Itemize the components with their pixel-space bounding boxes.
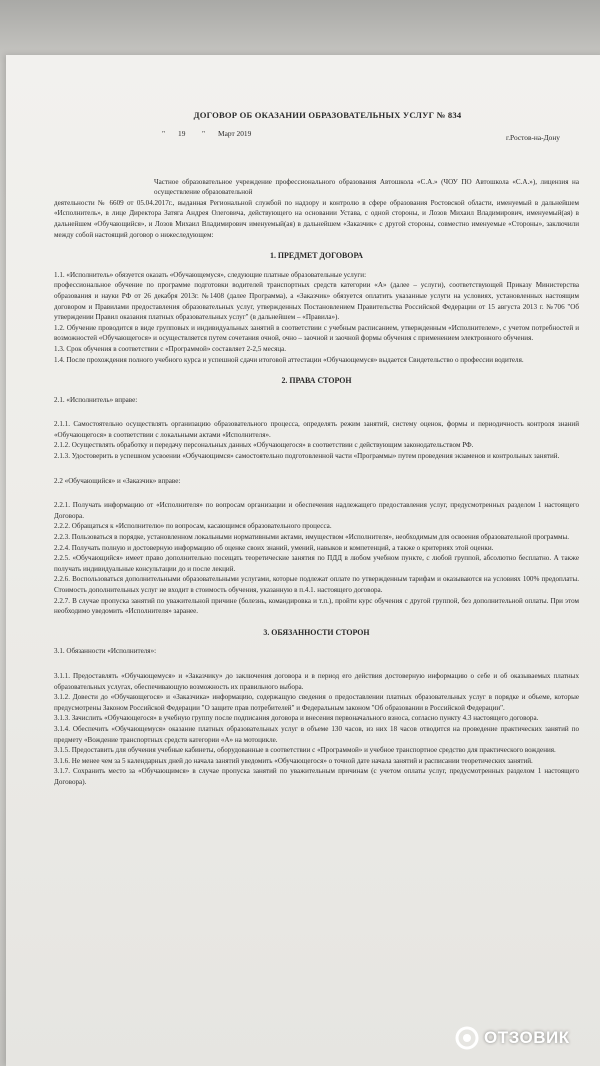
clause: 3.1.1. Предоставлять «Обучающемуся» и «Заказчику» до заключения договора и в период его действия достоверную информацию о себе и об оказываемых платных образовательных услугах, обеспечивающую возможность их правильного выбора.	[54, 671, 579, 691]
contract-text	[54, 110, 579, 788]
clause: 2.2.1. Получать информацию от «Исполнителя» по вопросам организации и обеспечения надлежащего предоставления услуг, предусмотренных разделом 1 настоящего Договора.	[54, 501, 579, 520]
clause: 2.2.7. В случае пропуска занятий по уважительной причине (болезнь, командировка и т.п.), пройти курс обучения с другой группой, без дополнительной оплаты. При этом необходимо уведомить «Исполнителя» заранее.	[54, 596, 579, 616]
date-day: 19	[178, 128, 186, 138]
quote-close: "	[202, 128, 206, 138]
intro-text: деятельности № 6609 от 05.04.2017г., выданная Региональной службой по надзору и контролю в сфере образования Ростовской области, именуемый в дальнейшем «Исполнитель», в лице Директора Затяга Андрея Олеговича, действующего на основании Устава, с одной стороны, и Лозов Михаил Владимирович, именуемый(ая) в дальнейшем «Обучающийся», и Лозов Михаил Владимирович именуемый(ая) в дальнейшем «Заказчик» с другой стороны, совместно именуемые «Стороны», заключили между собой настоящий договор о нижеследующем:	[54, 198, 579, 239]
clause: 1.1. «Исполнитель» обязуется оказать «Обучающемуся», следующие платные образовательные услуги:	[54, 270, 367, 279]
section-heading: 3. ОБЯЗАННОСТИ СТОРОН	[263, 627, 370, 637]
clause: профессиональное обучение по программе подготовки водителей транспортных средств категории «А» (далее – услуги), соответствующей Приказу Министерства образования и науки РФ от 26 декабря 2013г. №1408 (далее Программа), а «Заказчик» обязуется оплатить указанные услуги на условиях, установленных настоящим договором и Правилами предоставления образовательных услуг, утвержденных Постановлением Правительства Российской Федерации от 15 августа 2013 г. №706 "Об утверждении Правил оказания платных образовательных услуг" (в дальнейшем – «Правила»).	[54, 281, 579, 322]
subsection-heading: 2.1. «Исполнитель» вправе:	[54, 395, 138, 404]
clause: 1.2. Обучение проводится в виде групповых и индивидуальных занятий в соответствии с учебным расписанием, утвержденным «Исполнителем», с учетом потребностей и возможностей «Обучающегося» и осуществляется путем сочетания очной, очно – заочной и заочной формы обучения с применением электронного обучения.	[54, 323, 579, 343]
clause: 2.2.3. Пользоваться в порядке, установленном локальными нормативными актами, имуществом «Исполнителя», необходимым для освоения образовательной программы.	[54, 533, 569, 542]
clause: 2.2.6. Воспользоваться дополнительными образовательными услугами, которые подлежат оплате по утвержденным тарифам и оказываются на условиях 100% предоплаты. Стоимость дополнительных услуг не входит в стоимость обучения, указанную в п.4.1. настоящего договора.	[54, 575, 579, 594]
clause: 2.1.3. Удостоверить в успешном усвоении «Обучающимся» самостоятельно подготовленной части «Программы» путем проведения экзаменов и контрольных занятий.	[54, 452, 560, 461]
clause: 3.1.2. Довести до «Обучающегося» и «Заказчика» информацию, содержащую сведения о предоставлении платных образовательных услуг в порядке и объеме, которые предусмотрены Законом Российской Федерации "О защите прав потребителей" и Федеральным законом "Об образовании в Российской Федерации".	[54, 693, 579, 712]
clause: 2.2.5. «Обучающийся» имеет право дополнительно посещать теоретические занятия по ПДД в любом учебном пункте, с любой группой, абсолютно бесплатно. А также получать индивидуальные консультации до и после лекций.	[54, 554, 579, 573]
watermark-text: ОТЗОВИК	[484, 1028, 570, 1047]
clause: 3.1.7. Сохранить место за «Обучающимся» в случае пропуска занятий по уважительным причинам (с учетом оплаты услуг, предусмотренных разделом 1 настоящего Договора).	[54, 767, 579, 786]
contract-title: ДОГОВОР ОБ ОКАЗАНИИ ОБРАЗОВАТЕЛЬНЫХ УСЛУГ № 834	[193, 110, 462, 120]
clause: 2.1.2. Осуществлять обработку и передачу персональных данных «Обучающегося» в соответствии с действующим законодательством РФ.	[54, 441, 474, 450]
otzovik-watermark	[455, 1023, 570, 1053]
section-heading: 2. ПРАВА СТОРОН	[281, 376, 352, 386]
intro-parties: Частное образовательное учреждение профессионального образования Автошкола «С.А.» (ЧОУ ПО Автошкола «С.А.»), лицензия на осуществление образовательной	[154, 177, 579, 197]
clause: 3.1.3. Зачислить «Обучающегося» в учебную группу после подписания договора и внесения первоначального взноса, согласно пункту 4.3 настоящего договора.	[54, 714, 539, 723]
clause: 2.1.1. Самостоятельно осуществлять организацию образовательного процесса, определять режим занятий, систему оценок, формы и периодичность контроля знаний «Обучающегося» в соответствии с локальными актами «Исполнителя».	[54, 420, 579, 439]
date-month-year: Март 2019	[218, 128, 252, 138]
date-city: г.Ростов-на-Дону	[506, 132, 560, 142]
clause: 3.1.4. Обеспечить «Обучающемуся» оказание платных образовательных услуг в объеме 130 часов, из них 18 часов отводится на проведение практических занятий по предмету «Вождение транспортных средств категории «А» на мотоцикле.	[54, 724, 579, 744]
otzovik-logo-icon	[455, 1026, 479, 1050]
quote-open: "	[162, 128, 166, 138]
subsection-heading: 2.2 «Обучающийся» и «Заказчик» вправе:	[54, 476, 181, 485]
section-heading: 1. ПРЕДМЕТ ДОГОВОРА	[270, 251, 363, 261]
subsection-heading: 3.1. Обязанности «Исполнителя»:	[54, 647, 157, 656]
clause: 2.2.4. Получать полную и достоверную информацию об оценке своих знаний, умений, навыков и компетенций, а также о критериях этой оценки.	[54, 543, 494, 552]
clause: 1.4. После прохождения полного учебного курса и успешной сдачи итоговой аттестации «Обучающемуся» выдается Свидетельство о профессии водителя.	[54, 355, 524, 364]
clause: 1.3. Срок обучения в соответствии с «Программой» составляет 2-2,5 месяца.	[54, 344, 287, 353]
clause: 2.2.2. Обращаться к «Исполнителю» по вопросам, касающимся образовательного процесса.	[54, 522, 332, 531]
clause: 3.1.6. Не менее чем за 5 календарных дней до начала занятий уведомить «Обучающегося» о точной дате начала занятий и расписании теоретических занятий.	[54, 756, 533, 765]
clause: 3.1.5. Предоставить для обучения учебные кабинеты, оборудованные в соответствии с «Программой» и учебное транспортное средство для практического вождения.	[54, 746, 556, 755]
date-line	[54, 129, 579, 147]
